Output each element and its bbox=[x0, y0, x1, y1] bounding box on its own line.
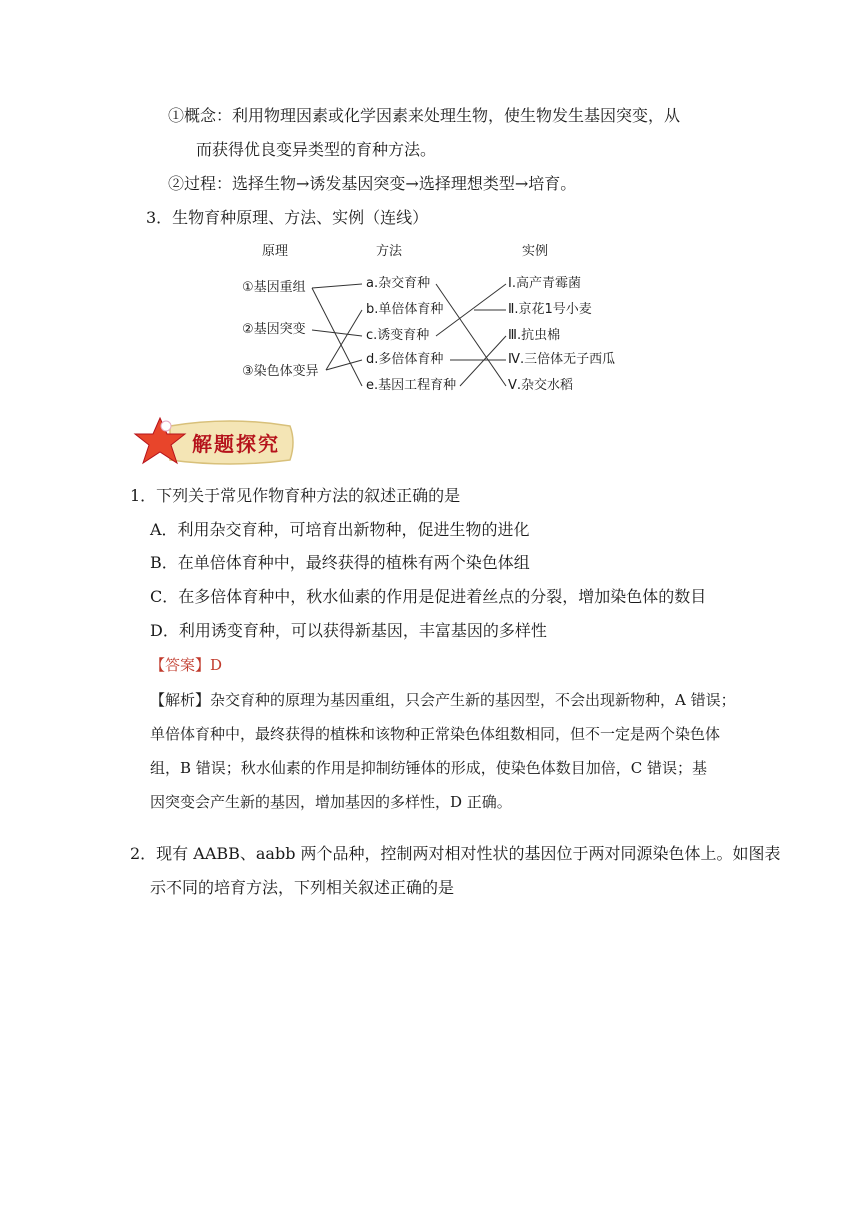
method-e: e.基因工程育种 bbox=[366, 378, 457, 393]
q1-analysis-line-1: 【解析】杂交育种的原理为基因重组，只会产生新的基因型，不会出现新物种，A 错误； bbox=[150, 691, 736, 709]
process-line: ②过程：选择生物→诱发基因突变→选择理想类型→培育。 bbox=[168, 174, 577, 193]
q1-option-c: C．在多倍体育种中，秋水仙素的作用是促进着丝点的分裂，增加染色体的数目 bbox=[150, 587, 707, 606]
header-example: 实例 bbox=[522, 244, 549, 259]
method-d: d.多倍体育种 bbox=[366, 352, 444, 367]
section-3-heading: 3．生物育种原理、方法、实例（连线） bbox=[146, 208, 429, 227]
q1-option-b: B．在单倍体育种中，最终获得的植株有两个染色体组 bbox=[150, 553, 530, 572]
principle-1: ①基因重组 bbox=[242, 280, 306, 295]
q1-analysis-line-3: 组，B 错误；秋水仙素的作用是抑制纺锤体的形成，使染色体数目加倍，C 错误；基 bbox=[150, 759, 708, 777]
method-b: b.单倍体育种 bbox=[366, 302, 444, 317]
q1-analysis-line-4: 因突变会产生新的基因，增加基因的多样性，D 正确。 bbox=[150, 793, 512, 811]
q1-analysis-line-2: 单倍体育种中，最终获得的植株和该物种正常染色体组数相同，但不一定是两个染色体 bbox=[150, 725, 721, 743]
link-principle1-methodA bbox=[312, 284, 362, 288]
link-principle2-methodC bbox=[312, 330, 362, 336]
link-methodA-exampleV bbox=[436, 284, 506, 386]
flower-icon bbox=[161, 421, 171, 431]
example-2: Ⅱ.京花1号小麦 bbox=[508, 302, 592, 317]
link-principle1-methodE bbox=[312, 288, 362, 386]
q2-stem-line-2: 示不同的培育方法，下列相关叙述正确的是 bbox=[150, 878, 455, 897]
q1-stem: 1．下列关于常见作物育种方法的叙述正确的是 bbox=[130, 486, 461, 505]
section-banner bbox=[130, 412, 298, 474]
q1-option-a: A．利用杂交育种，可培育出新物种，促进生物的进化 bbox=[150, 520, 530, 539]
q2-stem-line-1: 2．现有 AABB、aabb 两个品种，控制两对相对性状的基因位于两对同源染色体上。如图表 bbox=[130, 844, 781, 863]
principle-2: ②基因突变 bbox=[242, 322, 306, 337]
answer-value: D bbox=[210, 656, 223, 674]
principle-3: ③染色体变异 bbox=[242, 364, 319, 379]
concept-line-2: 而获得优良变异类型的育种方法。 bbox=[196, 140, 437, 159]
banner-title: 解题探究 bbox=[192, 432, 280, 456]
example-5: Ⅴ.杂交水稻 bbox=[508, 378, 574, 393]
method-c: c.诱变育种 bbox=[366, 328, 430, 343]
link-methodE-exampleIII bbox=[460, 336, 506, 386]
header-method: 方法 bbox=[376, 244, 403, 259]
example-1: Ⅰ.高产青霉菌 bbox=[508, 276, 581, 291]
q1-answer bbox=[150, 655, 222, 675]
method-a: a.杂交育种 bbox=[366, 276, 431, 291]
q1-option-d: D．利用诱变育种，可以获得新基因，丰富基因的多样性 bbox=[150, 621, 547, 640]
matching-diagram bbox=[230, 238, 630, 398]
example-3: Ⅲ.抗虫棉 bbox=[508, 328, 561, 343]
example-4: Ⅳ.三倍体无子西瓜 bbox=[508, 352, 616, 367]
concept-line-1: ①概念：利用物理因素或化学因素来处理生物，使生物发生基因突变，从 bbox=[168, 106, 681, 125]
header-principle: 原理 bbox=[262, 244, 289, 259]
answer-label: 【答案】 bbox=[150, 656, 211, 674]
